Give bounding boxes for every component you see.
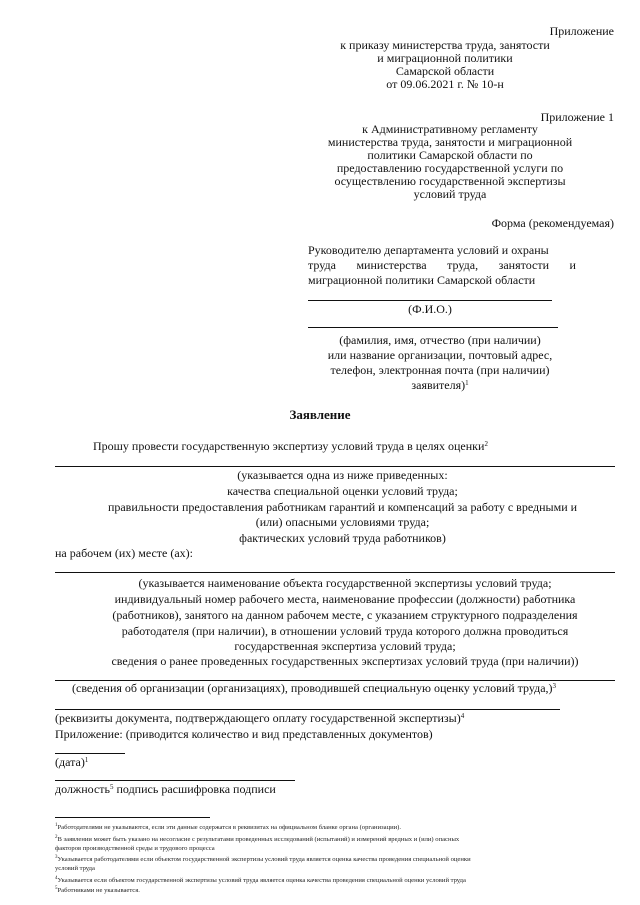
object-line-2: индивидуальный номер рабочего места, наименование профессии (должности) работника <box>114 592 576 606</box>
footnote-text: Указывается работодателями если объектом государственной экспертизы условий труда является оценка качества проведения специальной оценки <box>57 856 471 863</box>
footnote-text: Работодателями не указываются, если эти данные содержатся в реквизитах на официальном бланке органа (организации). <box>57 824 402 831</box>
date-text: (дата) <box>55 755 85 769</box>
footnote-number: 3 <box>55 855 58 860</box>
payment-text <box>55 711 464 725</box>
purpose-line-4: (или) опасными условиями труда; <box>255 515 430 529</box>
org-info-text <box>72 681 556 695</box>
addressee-word: труда, <box>447 258 479 272</box>
applicant-blank-line <box>308 327 558 328</box>
footnote-text: условий труда <box>55 865 95 872</box>
footnote-ref: 5 <box>110 783 114 791</box>
object-line-1: (указывается наименование объекта государственной экспертизы условий труда; <box>138 576 552 590</box>
reglament-line-1: к Административному регламенту <box>362 122 538 136</box>
addressee-word: занятости <box>498 258 549 272</box>
signature-caption <box>55 782 276 796</box>
footnote-4 <box>55 877 466 886</box>
addressee-word: министерства <box>356 258 427 272</box>
purpose-line-2: качества специальной оценки условий труда; <box>227 484 458 498</box>
appendix-1-label: Приложение 1 <box>540 110 614 124</box>
attachment-text: Приложение: (приводится количество и вид представленных документов) <box>55 727 433 741</box>
request-body: Прошу провести государственную экспертизу условий труда в целях оценки <box>93 439 485 453</box>
object-line-6: сведения о ранее проведенных государственных экспертизах условий труда (при наличии)) <box>111 654 579 668</box>
object-blank-line <box>55 572 615 573</box>
footnote-5 <box>55 887 140 896</box>
request-text <box>93 439 488 453</box>
signature-blank-line <box>55 780 295 781</box>
applicant-line-2: или название организации, почтовый адрес, <box>327 348 553 362</box>
footnote-ref: 1 <box>465 379 469 387</box>
footnote-text: Указывается если объектом государственной экспертизы условий труда является оценка качества проведения специальной оценки условий труда <box>57 877 466 884</box>
document-title: Заявление <box>289 407 351 422</box>
footnote-text: В заявлении может быть указано на несогласие с результатами проведенных исследований (испытаний) и измерений вредных и (или) опасных <box>57 836 460 843</box>
reglament-line-6: условий труда <box>413 187 487 201</box>
reglament-line-5: осуществлению государственной экспертизы <box>334 174 566 188</box>
footnote-number: 5 <box>55 886 58 891</box>
payment-blank-line <box>55 709 560 710</box>
applicant-line-1: (фамилия, имя, отчество (при наличии) <box>339 333 541 347</box>
addressee-word: труда <box>308 258 336 272</box>
fio-label: (Ф.И.О.) <box>408 302 452 316</box>
order-date-number: от 09.06.2021 г. № 10-н <box>386 77 504 91</box>
reglament-line-3: политики Самарской области по <box>367 148 533 162</box>
footnote-ref: 4 <box>460 712 465 720</box>
appendix-label: Приложение <box>549 24 614 38</box>
addressee-line-1: Руководителю департамента условий и охраны <box>308 243 549 257</box>
applicant-text: заявителя) <box>411 378 466 392</box>
reglament-line-2: министерства труда, занятости и миграционной <box>327 135 573 149</box>
footnote-ref: 1 <box>84 756 89 764</box>
applicant-line-3: телефон, электронная почта (при наличии) <box>330 363 550 377</box>
date-blank-line <box>55 753 125 754</box>
footnote-number: 1 <box>55 823 58 828</box>
object-line-4: работодателя (при наличии), в отношении условий труда которого должна проводиться <box>121 624 569 638</box>
signature-text: подпись расшифровка подписи <box>113 782 276 796</box>
applicant-line-4 <box>300 378 580 392</box>
footnote-ref: 3 <box>552 682 557 690</box>
position-text: должность <box>55 782 110 796</box>
purpose-line-1: (указывается одна из ниже приведенных: <box>237 468 448 482</box>
payment-body: (реквизиты документа, подтверждающего оплату государственной экспертизы) <box>55 711 461 725</box>
footnote-text: факторов производственной среды и трудового процесса <box>55 845 215 852</box>
footnote-3-cont <box>55 865 95 874</box>
object-line-3: (работников), занятого на данном рабочем месте, с указанием структурного подразделения <box>112 608 578 622</box>
footnote-separator <box>55 817 210 818</box>
order-line-3: Самарской области <box>395 64 495 78</box>
footnote-2-cont <box>55 845 215 854</box>
purpose-line-3: правильности предоставления работникам гарантий и компенсаций за работу с вредными и <box>107 500 578 514</box>
footnote-number: 4 <box>55 876 58 881</box>
order-line-1: к приказу министерства труда, занятости <box>340 38 550 52</box>
purpose-blank-line <box>55 466 615 467</box>
footnote-text: Работниками не указывается. <box>57 887 140 894</box>
workplace-label: на рабочем (их) месте (ах): <box>55 546 194 560</box>
addressee-line-2 <box>308 258 576 272</box>
object-line-5: государственная экспертиза условий труда; <box>234 639 456 653</box>
date-label <box>55 755 88 769</box>
purpose-line-5: фактических условий труда работников) <box>239 531 446 545</box>
reglament-line-4: предоставлению государственной услуги по <box>336 161 564 175</box>
org-info-body: (сведения об организации (организациях), проводившей специальную оценку условий труда,) <box>72 681 553 695</box>
order-line-2: и миграционной политики <box>377 51 513 65</box>
footnote-2 <box>55 836 459 845</box>
footnote-1 <box>55 824 401 833</box>
footnote-ref: 2 <box>484 440 488 448</box>
footnote-number: 2 <box>55 835 58 840</box>
addressee-word: и <box>569 258 576 272</box>
footnote-3 <box>55 856 471 865</box>
addressee-line-3: миграционной политики Самарской области <box>308 273 536 287</box>
fio-blank-line <box>308 300 552 301</box>
form-type-label: Форма (рекомендуемая) <box>491 216 614 230</box>
